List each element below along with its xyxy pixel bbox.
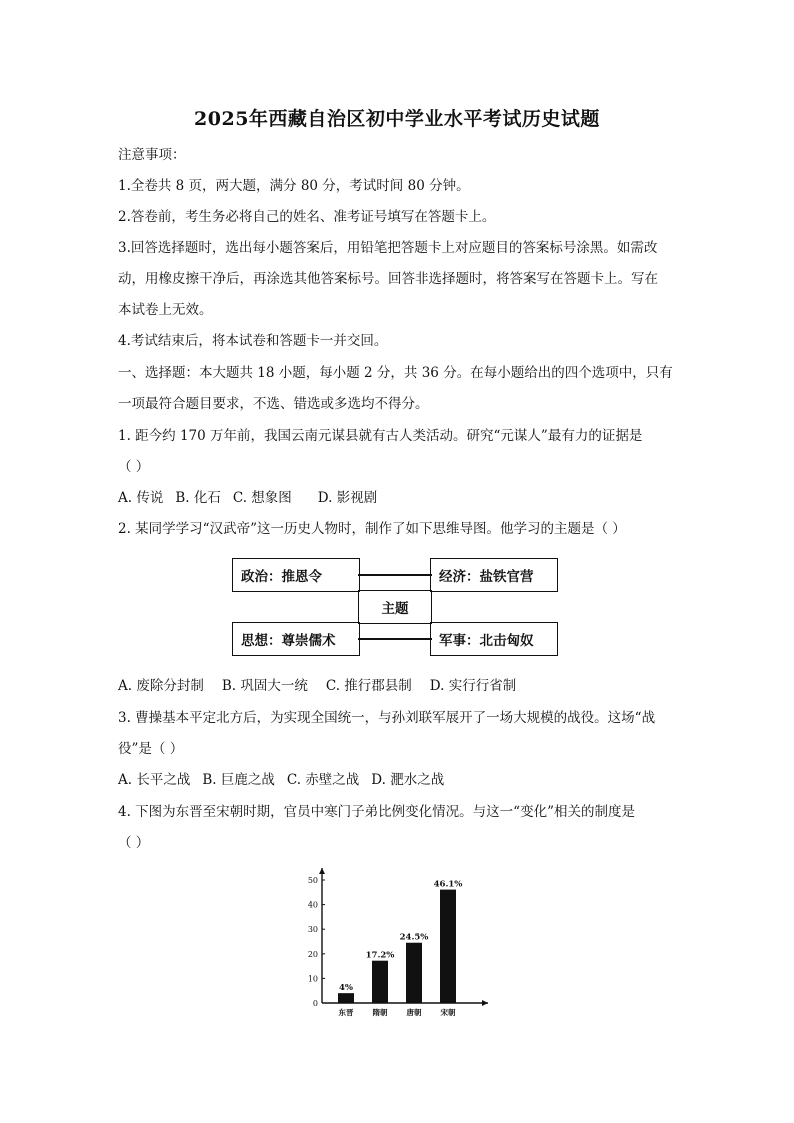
y-tick-label: 0 (312, 999, 318, 1008)
mindmap-connector-top (358, 574, 432, 576)
data-label: 24.5% (399, 932, 429, 943)
q2-mindmap (232, 558, 558, 658)
q4-stem: 4. 下图为东晋至宋朝时期，官员中寒门子弟比例变化情况。与这一“变化”相关的制度是 (118, 804, 635, 820)
q3-stem-cont: 役”是（ ） (118, 741, 184, 757)
notice-item-4: 4.考试结束后，将本试卷和答题卡一并交回。 (118, 333, 388, 349)
y-tick-label: 40 (307, 900, 318, 910)
notice-item-2: 2.答卷前，考生务必将自己的姓名、准考证号填写在答题卡上。 (118, 209, 496, 225)
q1-option-d[interactable]: D. 影视剧 (317, 490, 378, 506)
q1-option-b[interactable]: B. 化石 (175, 490, 221, 506)
notice-item-3-cont: 动，用橡皮擦干净后，再涂选其他答案标号。回答非选择题时，将答案写在答题卡上。写在 (118, 271, 658, 287)
category-label: 东晋 (338, 1008, 354, 1017)
bar (406, 943, 422, 1003)
q3-stem: 3. 曹操基本平定北方后，为实现全国统一，与孙刘联军展开了一场大规模的战役。这场“战 (118, 710, 656, 726)
chart-svg (300, 855, 500, 1025)
q1-blank: （ ） (118, 459, 150, 475)
mindmap-center-topic: 主题 (358, 590, 432, 624)
section1-intro-cont: 一项最符合题目要求，不选、错选或多选均不得分。 (118, 396, 429, 412)
y-tick-label: 10 (307, 974, 318, 984)
q3-option-d[interactable]: D. 淝水之战 (371, 772, 445, 788)
mindmap-economy: 经济：盐铁官营 (430, 558, 558, 592)
bar (372, 961, 388, 1003)
category-label: 宋朝 (440, 1008, 456, 1017)
q1-option-c[interactable]: C. 想象图 (232, 490, 292, 506)
y-tick-label: 20 (307, 949, 318, 959)
data-label: 4% (339, 983, 353, 994)
notice-item-1: 1.全卷共 8 页，两大题，满分 80 分，考试时间 80 分钟。 (118, 178, 470, 194)
x-axis-arrow (482, 1000, 488, 1006)
notice-item-3-end: 本试卷上无效。 (118, 302, 213, 318)
category-label: 唐朝 (406, 1008, 422, 1017)
notice-heading: 注意事项： (118, 147, 186, 163)
y-tick-label: 30 (307, 925, 318, 935)
section1-intro: 一、选择题：本大题共 18 小题，每小题 2 分，共 36 分。在每小题给出的四个选项中，只有 (118, 365, 673, 381)
notice-item-3: 3.回答选择题时，选出每小题答案后，用铅笔把答题卡上对应题目的答案标号涂黑。如需改 (118, 240, 658, 256)
page-title: 2025年西藏自治区初中学业水平考试历史试题 (194, 108, 600, 130)
q3-options (118, 770, 456, 790)
q2-option-a[interactable]: A. 废除分封制 (118, 678, 204, 694)
q1-options (118, 488, 389, 508)
q4-bar-chart (300, 855, 500, 1025)
y-tick-label: 50 (307, 876, 318, 885)
data-label: 46.1% (433, 879, 463, 890)
mindmap-military: 军事：北击匈奴 (430, 622, 558, 656)
mindmap-connector-bottom (358, 638, 432, 640)
bar (338, 993, 354, 1003)
q3-option-b[interactable]: B. 巨鹿之战 (202, 772, 275, 788)
q2-stem: 2. 某同学学习“汉武帝”这一历史人物时，制作了如下思维导图。他学习的主题是（ ） (118, 521, 626, 537)
q2-options (118, 676, 528, 696)
data-label: 17.2% (365, 950, 395, 961)
q2-option-c[interactable]: C. 推行郡县制 (325, 678, 412, 694)
y-axis-arrow (319, 868, 325, 874)
mindmap-thought: 思想：尊崇儒术 (232, 622, 360, 656)
q1-stem: 1. 距今约 170 万年前，我国云南元谋县就有古人类活动。研究“元谋人”最有力的证据是 (118, 428, 643, 444)
mindmap-politics: 政治：推恩令 (232, 558, 360, 592)
category-label: 隋朝 (372, 1008, 388, 1017)
q4-blank: （ ） (118, 835, 150, 851)
bar (440, 890, 456, 1003)
q3-option-c[interactable]: C. 赤壁之战 (286, 772, 360, 788)
q3-option-a[interactable]: A. 长平之战 (118, 772, 191, 788)
q2-option-b[interactable]: B. 巩固大一统 (221, 678, 308, 694)
q1-option-a[interactable]: A. 传说 (118, 490, 164, 506)
q2-option-d[interactable]: D. 实行行省制 (429, 678, 517, 694)
